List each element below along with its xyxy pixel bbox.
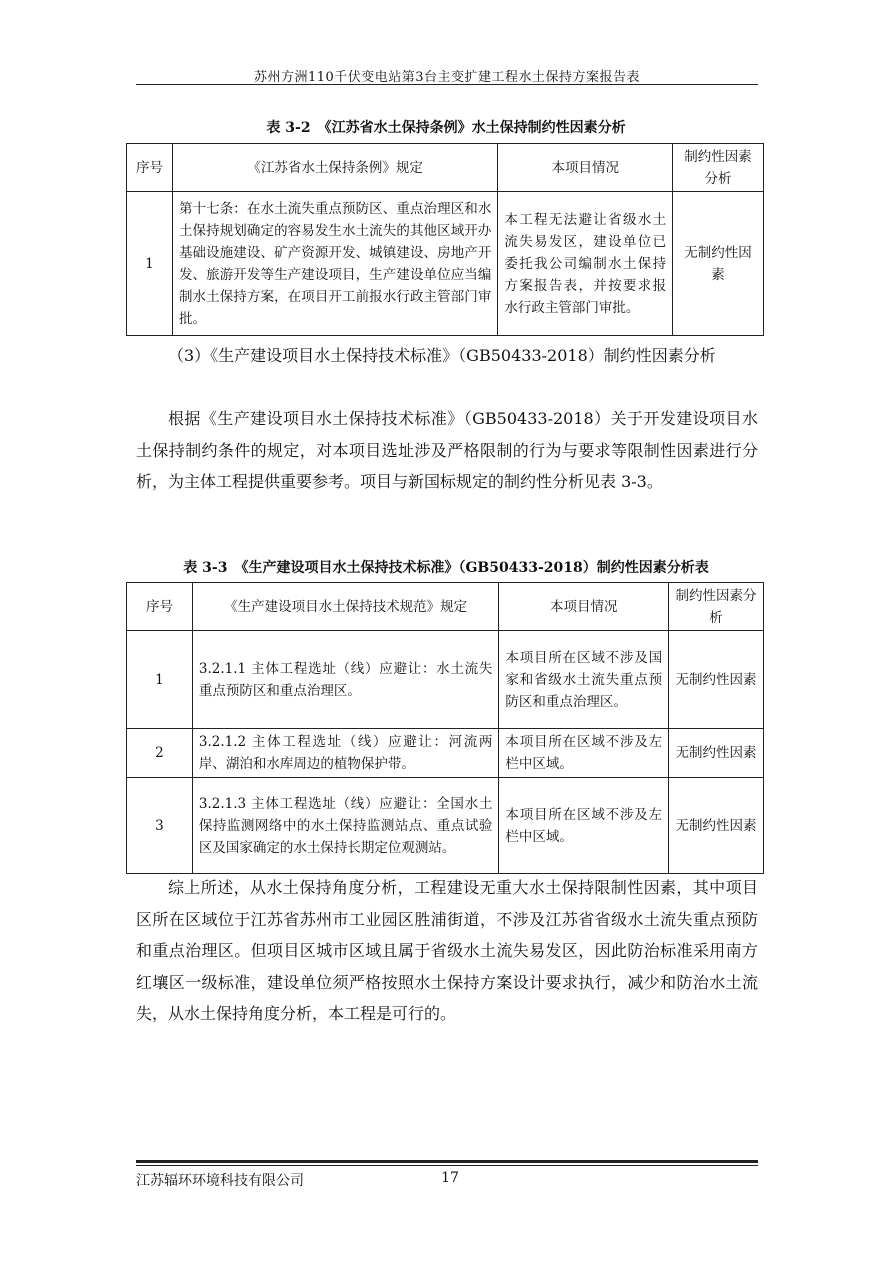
header-rule [136, 84, 758, 85]
row-factor: 无制约性因素 [669, 778, 764, 874]
table-row [127, 192, 764, 336]
row-rule: 第十七条：在水土流失重点预防区、重点治理区和水土保持规划确定的容易发生水土流失的其他区域开办基础设施建设、矿产资源开发、城镇建设、房地产开发、旅游开发等生产建设项目，生产建设单位应当编制水土保持方案，在项目开工前报水行政主管部门审批。 [172, 192, 497, 336]
body-paragraph-2: 综上所述，从水土保持角度分析，工程建设无重大水土保持限制性因素，其中项目区所在区域位于江苏省苏州市工业园区胜浦街道，不涉及江苏省省级水土流失重点预防和重点治理区。但项目区城市区域且属于省级水土流失易发区，因此防治标准采用南方红壤区一级标准，建设单位须严格按照水土保持方案设计要求执行，减少和防治水土流失，从水土保持角度分析，本工程是可行的。 [136, 878, 758, 1023]
row-no: 2 [127, 729, 193, 778]
table-3-3-caption: 表 3-3 《生产建设项目水土保持技术标准》（GB50433-2018）制约性因素分析表 [183, 560, 709, 576]
col-header-no: 序号 [127, 583, 193, 631]
row-rule: 3.2.1.1 主体工程选址（线）应避让：水土流失重点预防区和重点治理区。 [192, 631, 498, 729]
section-heading-3: （3）《生产建设项目水土保持技术标准》（GB50433-2018）制约性因素分析 [168, 346, 716, 365]
row-no: 1 [127, 631, 193, 729]
row-rule: 3.2.1.3 主体工程选址（线）应避让：全国水土保持监测网络中的水土保持监测站点、重点试验区及国家确定的水土保持长期定位观测站。 [192, 778, 498, 874]
col-header-situation: 本项目情况 [498, 144, 673, 192]
body-paragraph-1: 根据《生产建设项目水土保持技术标准》（GB50433-2018）关于开发建设项目水土保持制约条件的规定，对本项目选址涉及严格限制的行为与要求等限制性因素进行分析，为主体工程提供重要参考。项目与新国标规定的制约性分析见表 3-3。 [136, 409, 758, 491]
table-row [127, 729, 764, 778]
col-header-factor: 制约性因素分析 [669, 583, 764, 631]
table-3-2-caption: 表 3-2 《江苏省水土保持条例》水土保持制约性因素分析 [266, 120, 626, 136]
row-no: 3 [127, 778, 193, 874]
row-factor: 无制约性因素 [673, 192, 764, 336]
footer-company: 江苏辐环环境科技有限公司 [136, 1173, 304, 1189]
col-header-factor: 制约性因素分析 [673, 144, 764, 192]
table-header-row [127, 144, 764, 192]
table-header-row [127, 583, 764, 631]
col-header-situation: 本项目情况 [499, 583, 669, 631]
col-header-no: 序号 [127, 144, 173, 192]
footer-rule-thin [136, 1165, 758, 1166]
col-header-rule: 《江苏省水土保持条例》规定 [172, 144, 497, 192]
page-number: 17 [441, 1170, 459, 1186]
row-situation: 本项目所在区域不涉及左栏中区域。 [499, 778, 669, 874]
table-row [127, 778, 764, 874]
row-no: 1 [127, 192, 173, 336]
row-situation: 本项目所在区域不涉及左栏中区域。 [499, 729, 669, 778]
table-3-2 [126, 143, 764, 336]
row-factor: 无制约性因素 [669, 729, 764, 778]
table-row [127, 631, 764, 729]
row-situation: 本项目所在区域不涉及国家和省级水土流失重点预防区和重点治理区。 [499, 631, 669, 729]
col-header-rule: 《生产建设项目水土保持技术规范》规定 [192, 583, 498, 631]
row-rule: 3.2.1.2 主体工程选址（线）应避让：河流两岸、湖泊和水库周边的植物保护带。 [192, 729, 498, 778]
table-3-3 [126, 582, 764, 874]
running-header: 苏州方洲110千伏变电站第3台主变扩建工程水土保持方案报告表 [253, 70, 641, 85]
row-situation: 本工程无法避让省级水土流失易发区，建设单位已委托我公司编制水土保持方案报告表，并按要求报水行政主管部门审批。 [498, 192, 673, 336]
footer-rule-thick [136, 1160, 758, 1163]
row-factor: 无制约性因素 [669, 631, 764, 729]
